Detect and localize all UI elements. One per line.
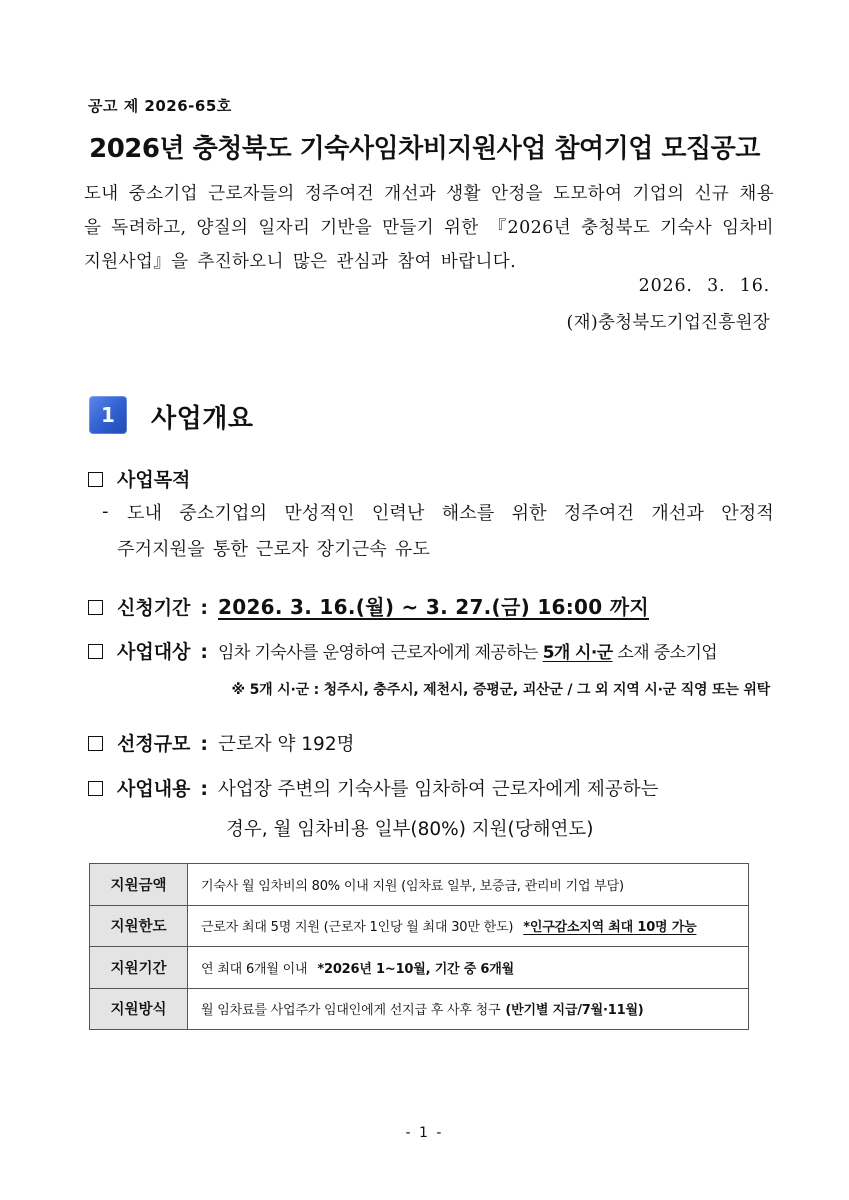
document-title: 2026년 충청북도 기숙사임차비지원사업 참여기업 모집공고 (89, 134, 760, 164)
table-row-value-text: 기숙사 월 임차비의 80% 이내 지원 (임차료 일부, 보증금, 관리비 기업 부담) (201, 878, 624, 894)
table-row-key: 지원금액 (90, 864, 188, 906)
table-row (90, 864, 749, 906)
table-row (90, 988, 749, 1030)
colon: : (200, 778, 209, 800)
table-row-key: 지원한도 (90, 905, 188, 947)
table-row-key: 지원기간 (90, 947, 188, 989)
colon: : (200, 733, 209, 755)
table-row-value (188, 864, 749, 906)
target-value (218, 643, 717, 663)
checkbox-square-icon (88, 600, 103, 615)
table-row-value-text: 근로자 최대 5명 지원 (근로자 1인당 월 최대 30만 한도) (201, 920, 514, 936)
table-row-value (188, 988, 749, 1030)
purpose-label: 사업목적 (117, 469, 191, 491)
intro-paragraph: 도내 중소기업 근로자들의 정주여건 개선과 생활 안정을 도모하여 기업의 신규 채용을 독려하고, 양질의 일자리 기반을 만들기 위한 『2026년 충청북도 기숙사 임차비 지원사업』을 추진하오니 많은 관심과 참여 바랍니다. (84, 184, 774, 272)
issuer: (재)충청북도기업진흥원장 (566, 313, 770, 333)
dash-bullet: - (102, 501, 109, 522)
period-label: 신청기간 (117, 597, 191, 619)
table-row-value-text: 연 최대 6개월 이내 (201, 961, 308, 977)
target-value-highlight: 5개 시·군 (542, 643, 613, 663)
scale-heading (88, 729, 354, 756)
notice-date: 2026. 3. 16. (638, 276, 770, 296)
content-heading (88, 774, 658, 801)
target-value-post: 소재 중소기업 (617, 643, 718, 663)
target-note: ※ 5개 시·군 : 청주시, 충주시, 제천시, 증평군, 괴산군 / 그 외 지역 시·군 직영 또는 위탁 (231, 682, 770, 698)
checkbox-square-icon (88, 644, 103, 659)
page-number: - 1 - (405, 1125, 444, 1141)
table-row-value (188, 947, 749, 989)
table-row-key: 지원방식 (90, 988, 188, 1030)
table-row-note: *인구감소지역 최대 10명 가능 (523, 920, 697, 936)
checkbox-square-icon (88, 736, 103, 751)
table-row-value (188, 905, 749, 947)
purpose-line-1: 도내 중소기업의 만성적인 인력난 해소를 위한 정주여건 개선과 안정적 (127, 503, 774, 524)
target-label: 사업대상 (117, 641, 191, 663)
table-row-note: *2026년 1~10월, 기간 중 6개월 (317, 961, 514, 977)
support-table (89, 863, 749, 1030)
content-line-2: 경우, 월 임차비용 일부(80%) 지원(당해연도) (226, 819, 594, 840)
table-row (90, 905, 749, 947)
scale-label: 선정규모 (117, 733, 191, 755)
period-heading (88, 591, 649, 620)
table-row-note: (반기별 지급/7월·11월) (505, 1003, 644, 1019)
period-value: 2026. 3. 16.(월) ~ 3. 27.(금) 16:00 까지 (218, 595, 649, 619)
section-title: 사업개요 (151, 404, 254, 434)
content-line-1: 사업장 주변의 기숙사를 임차하여 근로자에게 제공하는 (218, 779, 659, 800)
target-heading (88, 637, 717, 664)
purpose-line-2: 주거지원을 통한 근로자 장기근속 유도 (117, 539, 431, 560)
purpose-heading (88, 465, 190, 492)
colon: : (200, 641, 209, 663)
target-value-pre: 임차 기숙사를 운영하여 근로자에게 제공하는 (218, 643, 538, 663)
table-row-value-text: 월 임차료를 사업주가 임대인에게 선지급 후 사후 청구 (201, 1003, 501, 1019)
checkbox-square-icon (88, 781, 103, 796)
scale-value: 근로자 약 192명 (218, 734, 355, 755)
notice-number: 공고 제 2026-65호 (88, 97, 232, 115)
checkbox-square-icon (88, 472, 103, 487)
section-number-badge: 1 (89, 396, 127, 434)
content-label: 사업내용 (117, 778, 191, 800)
colon: : (200, 597, 209, 619)
table-row (90, 947, 749, 989)
